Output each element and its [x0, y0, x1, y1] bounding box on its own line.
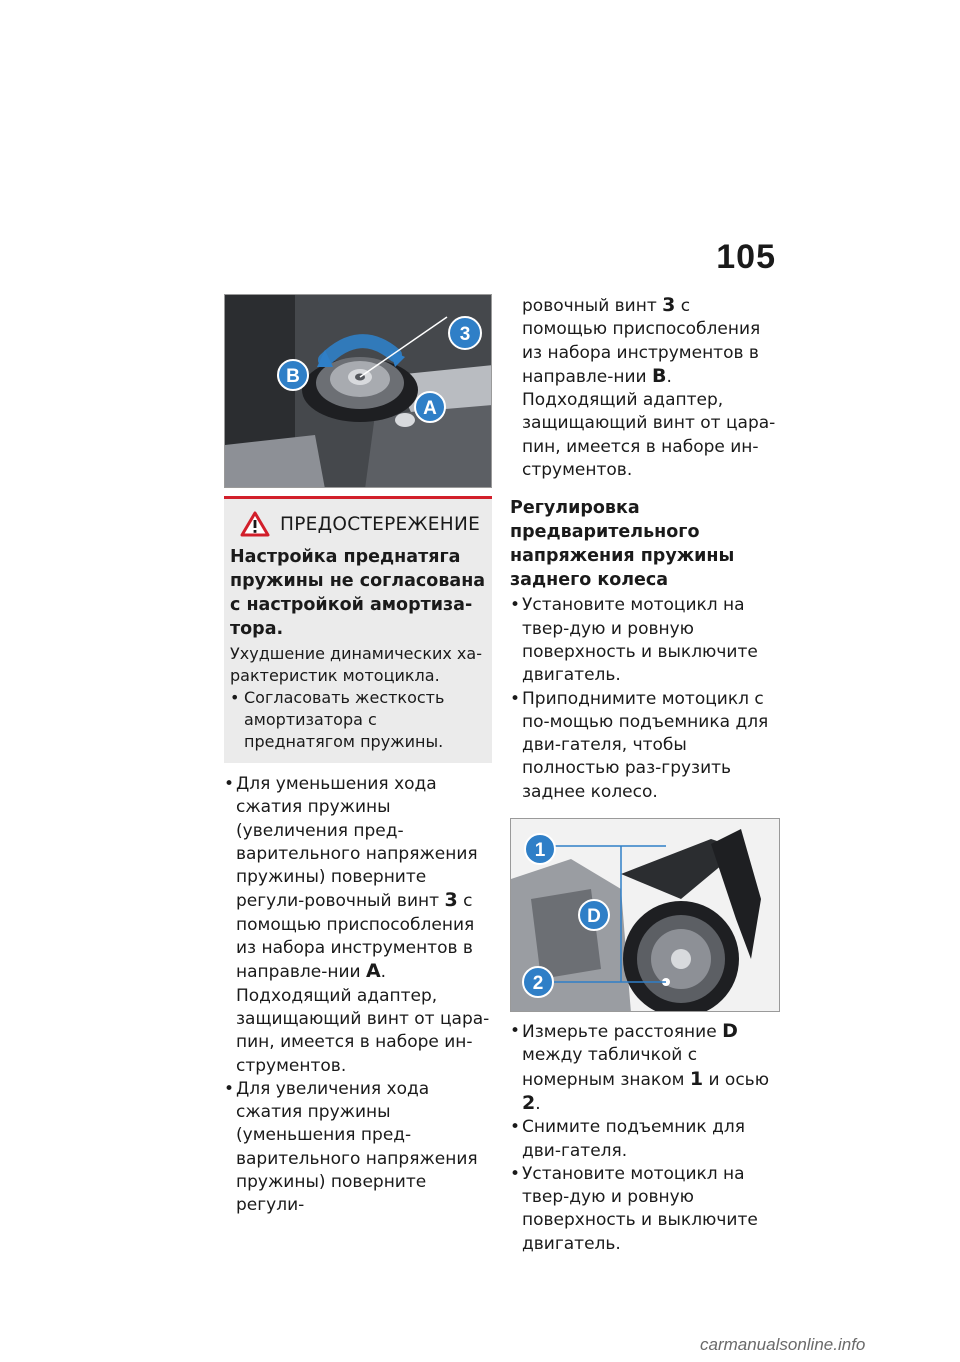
warning-bullet: • Согласовать жесткость амортизатора с преднатягом пружины.: [230, 687, 486, 753]
footer-watermark: carmanualsonline.info: [700, 1335, 866, 1354]
list-item: • Приподнимите мотоцикл с по-мощью подъемника для дви-гателя, чтобы полностью раз-грузить заднее колесо.: [510, 688, 780, 804]
ref-b: B: [651, 364, 667, 387]
list-item: • Установите мотоцикл на твер-дую и ровную поверхность и выключите двигатель.: [510, 1163, 780, 1256]
ref-3: 3: [662, 294, 676, 316]
label-3: 3: [459, 324, 471, 345]
list-item: • Снимите подъемник для дви-гателя.: [510, 1116, 780, 1163]
label-b: B: [286, 366, 300, 387]
ref-d: D: [722, 1020, 738, 1043]
ref-2: 2: [522, 1091, 536, 1114]
warning-subtitle: Настройка преднатяга пружины не согласована с настройкой амортиза-тора.: [230, 547, 486, 639]
bottom-bullets: [510, 1020, 780, 1256]
section-heading: Регулировка предварительного напряжения пружины заднего колеса: [510, 498, 735, 591]
label-d: D: [587, 906, 601, 928]
list-item: • Для увеличения хода сжатия пружины (уменьшения пред-варительного напряжения пружины) поверните регули-: [224, 1078, 492, 1218]
section-bullets: [510, 594, 780, 804]
ref-a: A: [365, 960, 381, 983]
figure-rear-wheel-measure: [510, 818, 780, 1012]
label-1: 1: [534, 840, 546, 862]
label-2: 2: [532, 973, 544, 995]
warning-header: [230, 511, 486, 537]
rear-wheel-illustration: [511, 819, 780, 1012]
warning-triangle-icon: [240, 511, 270, 537]
right-column: [510, 294, 780, 1256]
left-column: [224, 294, 492, 1218]
page-number: 105: [716, 238, 776, 276]
list-item: • Измерьте расстояние D между табличкой с номерным знаком 1 и осью 2.: [510, 1020, 780, 1116]
left-bullets: [224, 773, 492, 1218]
warning-box: [224, 496, 492, 763]
list-item: • Для уменьшения хода сжатия пружины (увеличения пред-варительного напряжения пружины) поверните регули-ровочный винт 3 с помощью приспособления из набора инструментов в направле-нии A. Подходящий адаптер, защищающий винт от цара-пин, имеется в наборе ин-струментов.: [224, 773, 492, 1078]
list-item: • Установите мотоцикл на твер-дую и ровную поверхность и выключите двигатель.: [510, 594, 780, 687]
adjuster-illustration: [225, 295, 492, 488]
label-a: A: [423, 398, 437, 419]
warning-bullets: [230, 687, 486, 753]
warning-title: ПРЕДОСТЕРЕЖЕНИЕ: [280, 513, 481, 535]
figure-spring-preload-adjuster: [224, 294, 492, 488]
warning-text: Ухудшение динамических ха-рактеристик мотоцикла.: [230, 644, 482, 685]
ref-1: 1: [689, 1067, 704, 1090]
continued-paragraph: ровочный винт 3 с помощью приспособления из набора инструментов в направле-нии B. Подходящий адаптер, защищающий винт от цара-пин, имеется в наборе ин-струментов.: [522, 294, 776, 481]
ref-3: 3: [444, 889, 458, 912]
